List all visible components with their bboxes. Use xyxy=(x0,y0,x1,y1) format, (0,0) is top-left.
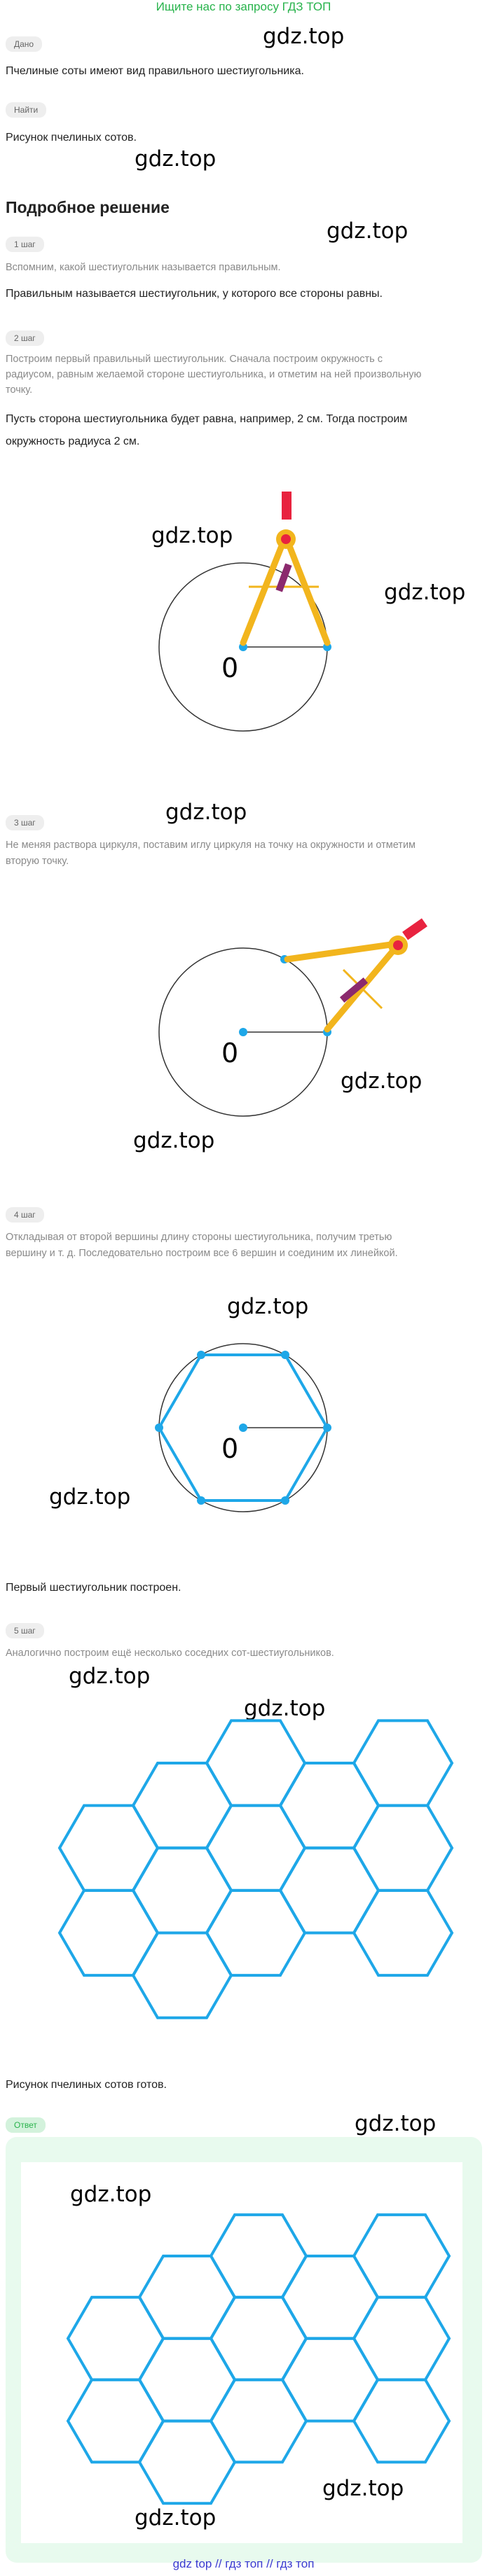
solution-title: Подробное решение xyxy=(6,198,170,216)
step1-text: Правильным называется шестиугольник, у которого все стороны равны. xyxy=(6,288,383,300)
step3-center-label: 0 xyxy=(221,1038,239,1068)
step1-badge: 1 шаг xyxy=(6,237,44,252)
step2-text-line1: Пусть сторона шестиугольника будет равна, например, 2 см. Тогда построим xyxy=(6,413,408,425)
answer-badge: Ответ xyxy=(6,2117,46,2133)
step4-hint-line2: вершину и т. д. Последовательно построим все 6 вершин и соединим их линейкой. xyxy=(6,1248,398,1259)
honeycomb-cell xyxy=(139,2421,235,2504)
honeycomb-cell xyxy=(354,2297,449,2380)
step1-hint: Вспомним, какой шестиугольник называется правильным. xyxy=(6,262,281,273)
watermark: gdz.top xyxy=(49,1484,131,1510)
step4-center-label: 0 xyxy=(221,1433,239,1464)
step5-result: Рисунок пчелиных сотов готов. xyxy=(6,2079,167,2091)
honeycomb-cell xyxy=(139,2339,235,2421)
search-hint-link[interactable]: Ищите нас по запросу ГДЗ ТОП xyxy=(156,0,331,13)
watermark: gdz.top xyxy=(135,2505,217,2530)
watermark: gdz.top xyxy=(263,24,345,49)
find-text: Рисунок пчелиных сотов. xyxy=(6,132,137,144)
given-badge: Дано xyxy=(6,36,42,52)
honeycomb-cell xyxy=(282,2339,378,2421)
footer-links[interactable]: gdz top // гдз топ // гдз топ xyxy=(172,2557,315,2570)
given-text: Пчелиные соты имеют вид правильного шестиугольника. xyxy=(6,65,304,77)
watermark: gdz.top xyxy=(355,2111,437,2136)
watermark: gdz.top xyxy=(341,1068,423,1094)
honeycomb-cell xyxy=(211,2380,306,2463)
honeycomb-cell xyxy=(139,2256,235,2339)
watermark: gdz.top xyxy=(70,2182,152,2207)
step2-badge: 2 шаг xyxy=(6,330,44,346)
honeycomb-cell xyxy=(354,2215,449,2297)
watermark: gdz.top xyxy=(327,218,409,244)
honeycomb-cell xyxy=(68,2297,163,2380)
watermark: gdz.top xyxy=(135,146,217,172)
step5-badge: 5 шаг xyxy=(6,1623,44,1638)
step3-hint-line2: вторую точку. xyxy=(6,856,69,867)
watermark: gdz.top xyxy=(133,1128,215,1153)
honeycomb-cell xyxy=(354,2380,449,2463)
step2-hint-line2: радиусом, равным желаемой стороне шестиугольника, и отметим на ней произвольную xyxy=(6,369,422,380)
watermark: gdz.top xyxy=(322,2476,404,2501)
step4-badge: 4 шаг xyxy=(6,1207,44,1223)
step2-hint-line3: точку. xyxy=(6,384,33,396)
watermark: gdz.top xyxy=(69,1664,151,1689)
step2-text-line2: окружность радиуса 2 см. xyxy=(6,436,140,447)
step3-hint-line1: Не меняя раствора циркуля, поставим иглу циркуля на точку на окружности и отметим xyxy=(6,840,416,851)
watermark: gdz.top xyxy=(165,800,247,825)
step3-badge: 3 шаг xyxy=(6,815,44,830)
step2-center-label: 0 xyxy=(221,653,239,683)
honeycomb-cell xyxy=(68,2380,163,2463)
watermark: gdz.top xyxy=(244,1696,326,1721)
honeycomb-cell xyxy=(282,2256,378,2339)
step4-hint-line1: Откладывая от второй вершины длину стороны шестиугольника, получим третью xyxy=(6,1232,392,1243)
watermark: gdz.top xyxy=(384,580,466,605)
honeycomb-cell xyxy=(211,2297,306,2380)
step4-result: Первый шестиугольник построен. xyxy=(6,1582,181,1594)
honeycomb-cell xyxy=(211,2215,306,2297)
step2-hint-line1: Построим первый правильный шестиугольник. Сначала построим окружность с xyxy=(6,354,383,365)
watermark: gdz.top xyxy=(151,523,233,548)
watermark: gdz.top xyxy=(227,1294,309,1319)
find-badge: Найти xyxy=(6,102,46,118)
step5-hint: Аналогично построим ещё несколько соседних сот-шестиугольников. xyxy=(6,1648,334,1659)
